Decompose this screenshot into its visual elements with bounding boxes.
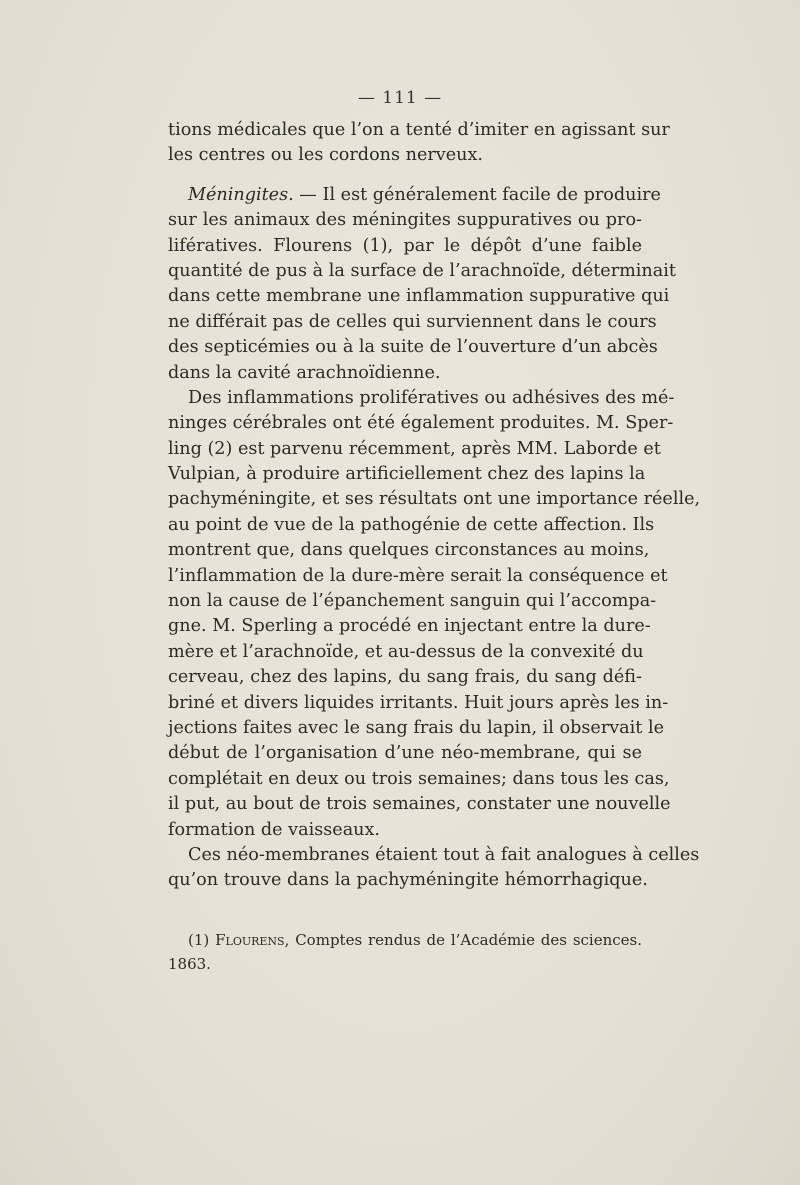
footnote-line xyxy=(168,928,642,952)
footnote-author: Flourens xyxy=(215,931,285,949)
text-line xyxy=(168,538,650,563)
page-number: — 111 — xyxy=(357,88,443,108)
footnote-year: 1863. xyxy=(168,955,211,973)
text-line xyxy=(168,234,642,259)
line-text: complétait en deux ou trois semaines; dans tous les cas, xyxy=(168,768,670,789)
line-text: dans la cavité arachnoïdienne. xyxy=(168,362,441,383)
text-line xyxy=(168,513,655,538)
text-line xyxy=(168,259,676,284)
text-line xyxy=(168,437,661,462)
footnote-marker: (1) xyxy=(188,931,210,949)
text-line xyxy=(168,310,657,335)
text-line xyxy=(168,411,674,436)
text-line xyxy=(168,183,661,208)
text-line xyxy=(168,335,658,360)
line-text: Ces néo-membranes étaient tout à fait analogues à celles xyxy=(188,844,700,865)
line-text: Des inflammations prolifératives ou adhésives des mé- xyxy=(188,387,675,408)
text-line xyxy=(168,462,646,487)
line-text: les centres ou les cordons nerveux. xyxy=(168,145,483,166)
line-text: gne. M. Sperling a procédé en injectant entre la dure- xyxy=(168,616,651,637)
line-text: il put, au bout de trois semaines, constater une nouvelle xyxy=(168,794,671,815)
line-text: début de l’organisation d’une néo-membrane, qui se xyxy=(168,743,642,764)
text-line xyxy=(168,818,642,843)
footnote-text: , Comptes rendus de l’Académie des sciences. xyxy=(284,931,642,949)
text-line xyxy=(168,589,657,614)
text-line xyxy=(168,208,642,233)
paragraph-gap xyxy=(168,169,642,183)
text-line xyxy=(168,691,669,716)
line-text: ninges cérébrales ont été également produites. M. Sper- xyxy=(168,413,674,434)
text-line xyxy=(168,118,670,143)
text-line xyxy=(168,792,671,817)
line-text: ne différait pas de celles qui surviennent dans le cours xyxy=(168,311,657,332)
line-text: cerveau, chez des lapins, du sang frais, du sang défi- xyxy=(168,667,642,688)
text-line xyxy=(168,640,642,665)
body-text xyxy=(168,118,701,894)
text-line xyxy=(168,868,648,893)
line-text: sur les animaux des méningites suppuratives ou pro- xyxy=(168,210,642,231)
text-line xyxy=(168,361,642,386)
text-line xyxy=(168,564,668,589)
text-line xyxy=(168,284,670,309)
footnotes xyxy=(168,928,642,976)
text-line xyxy=(168,741,642,766)
line-text: qu’on trouve dans la pachyméningite hémorrhagique. xyxy=(168,870,648,891)
text-line xyxy=(168,716,664,741)
text-line xyxy=(168,843,700,868)
line-text: des septicémies ou à la suite de l’ouverture d’un abcès xyxy=(168,337,658,358)
line-text: mère et l’arachnoïde, et au-dessus de la convexité du xyxy=(168,641,644,662)
line-text: l’inflammation de la dure-mère serait la conséquence et xyxy=(168,565,668,586)
line-text: non la cause de l’épanchement sanguin qui l’accompa- xyxy=(168,591,657,612)
text-line xyxy=(168,143,642,168)
line-text: ling (2) est parvenu récemment, après MM. Laborde et xyxy=(168,438,661,459)
line-text: pachyméningite, et ses résultats ont une importance réelle, xyxy=(168,489,701,510)
text-line xyxy=(168,767,670,792)
section-heading: Méningites. xyxy=(188,184,294,205)
line-text: Vulpian, à produire artificiellement chez des lapins la xyxy=(168,464,646,485)
text-line xyxy=(168,614,651,639)
line-text: lifératives. Flourens (1), par le dépôt d’une faible xyxy=(168,235,642,256)
text-line xyxy=(168,665,642,690)
line-text: briné et divers liquides irritants. Huit jours après les in- xyxy=(168,692,669,713)
text-line xyxy=(168,386,675,411)
line-text: dans cette membrane une inflammation suppurative qui xyxy=(168,286,670,307)
line-text: tions médicales que l’on a tenté d’imiter en agissant sur xyxy=(168,120,670,140)
line-text: — Il est généralement facile de produire xyxy=(293,184,661,205)
line-text: au point de vue de la pathogénie de cette affection. Ils xyxy=(168,514,655,535)
line-text: formation de vaisseaux. xyxy=(168,819,381,840)
line-text: montrent que, dans quelques circonstances au moins, xyxy=(168,540,650,561)
line-text: quantité de pus à la surface de l’arachnoïde, déterminait xyxy=(168,260,676,281)
line-text: jections faites avec le sang frais du lapin, il observait le xyxy=(168,717,664,738)
text-line xyxy=(168,487,701,512)
